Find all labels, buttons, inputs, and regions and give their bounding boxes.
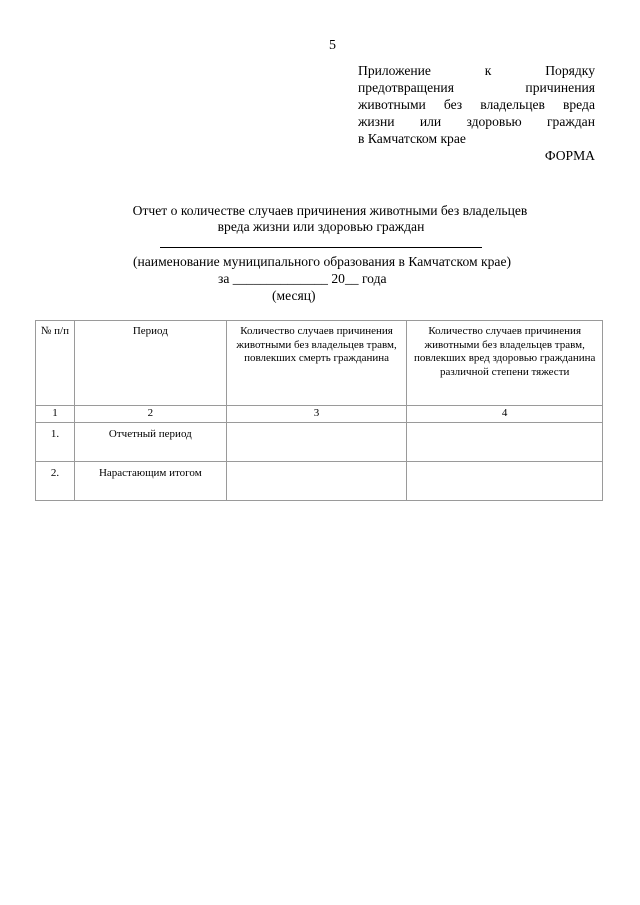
appendix-caption [358, 62, 595, 147]
header-period: Период [74, 321, 226, 406]
row-period: Отчетный период [74, 422, 226, 461]
column-number: 2 [74, 406, 226, 423]
harm-cases-cell[interactable] [407, 422, 603, 461]
form-label: ФОРМА [544, 148, 595, 163]
table-row [36, 422, 603, 461]
row-number: 1. [36, 422, 75, 461]
table-row [36, 461, 603, 500]
row-number: 2. [36, 461, 75, 500]
header-death-cases: Количество случаев причинения животными без владельцев травм, повлекших смерть гражданина [226, 321, 407, 406]
column-number-row [36, 406, 603, 423]
death-cases-cell[interactable] [226, 422, 407, 461]
report-table [35, 320, 603, 501]
page-number: 5 [329, 38, 336, 53]
month-label: (месяц) [272, 288, 316, 303]
column-number: 4 [407, 406, 603, 423]
death-cases-cell[interactable] [226, 461, 407, 500]
column-number: 3 [226, 406, 407, 423]
column-number: 1 [36, 406, 75, 423]
municipality-fill-line [160, 247, 482, 248]
harm-cases-cell[interactable] [407, 461, 603, 500]
table-header-row [36, 321, 603, 406]
appendix-line-5: в Камчатском крае [358, 131, 466, 146]
report-title-line-1: Отчет о количестве случаев причинения животными без владельцев [132, 203, 528, 218]
municipality-label: (наименование муниципального образования в Камчатском крае) [132, 254, 512, 269]
header-number: № п/п [36, 321, 75, 406]
appendix-line-1: Приложение к Порядку [358, 63, 595, 78]
appendix-line-4: жизни или здоровью граждан [358, 114, 595, 129]
appendix-line-2: предотвращения причинения [358, 80, 595, 95]
report-title [0, 203, 640, 235]
row-period: Нарастающим итогом [74, 461, 226, 500]
period-line: за ______________ 20__ года [218, 271, 387, 286]
appendix-line-3: животными без владельцев вреда [358, 97, 595, 112]
header-harm-cases: Количество случаев причинения животными без владельцев травм, повлекших вред здоровью гражданина различной степени тяжести [407, 321, 603, 406]
report-title-line-2: вреда жизни или здоровью граждан [217, 219, 425, 234]
